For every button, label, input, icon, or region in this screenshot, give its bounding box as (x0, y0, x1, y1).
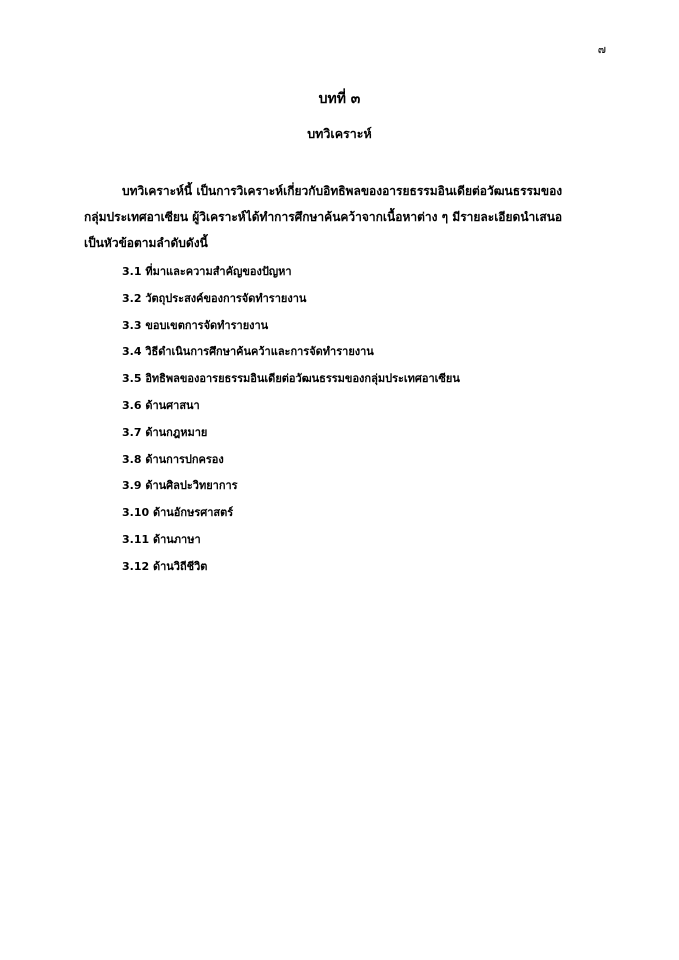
topic-item: 3.4 วิธีดำเนินการศึกษาค้นคว้าและการจัดทำรายงาน (122, 345, 374, 359)
intro-paragraph (84, 178, 604, 256)
topic-item: 3.1 ที่มาและความสำคัญของปัญหา (122, 265, 292, 278)
topic-item: 3.5 อิทธิพลของอารยธรรมอินเดียต่อวัฒนธรรมของกลุ่มประเทศอาเซียน (122, 372, 460, 386)
topic-item: 3.2 วัตถุประสงค์ของการจัดทำรายงาน (122, 291, 307, 305)
topic-item: 3.11 ด้านภาษา (122, 532, 201, 546)
topic-item: 3.7 ด้านกฎหมาย (122, 425, 208, 439)
topic-item: 3.10 ด้านอักษรศาสตร์ (122, 506, 234, 520)
page-number: ๗ (597, 43, 606, 56)
topic-item: 3.6 ด้านศาสนา (122, 398, 200, 412)
intro-line: บทวิเคราะห์นี้ เป็นการวิเคราะห์เกี่ยวกับอิทธิพลของอารยธรรมอินเดียต่อวัฒนธรรมของ (122, 184, 563, 198)
topic-list (122, 264, 460, 586)
topic-item: 3.9 ด้านศิลปะวิทยาการ (122, 479, 238, 493)
chapter-subtitle: บทวิเคราะห์ (307, 126, 372, 141)
chapter-title: บทที่ ๓ (318, 91, 361, 107)
topic-item: 3.12 ด้านวิถีชีวิต (122, 559, 208, 573)
topic-item: 3.3 ขอบเขตการจัดทำรายงาน (122, 318, 269, 332)
topic-item: 3.8 ด้านการปกครอง (122, 452, 224, 466)
intro-line: เป็นหัวข้อตามลำดับดังนี้ (84, 236, 208, 250)
intro-line: กลุ่มประเทศอาเซียน ผู้วิเคราะห์ได้ทำการศึกษาค้นคว้าจากเนื้อหาต่าง ๆ มีรายละเอียดนำเสนอ (84, 210, 563, 224)
